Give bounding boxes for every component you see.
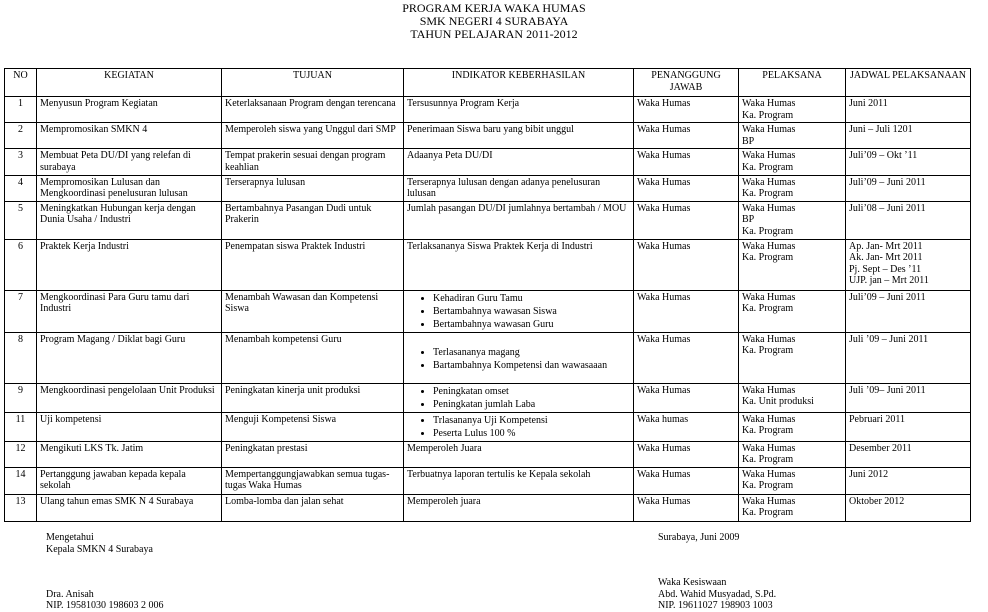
principal-title: Kepala SMKN 4 Surabaya — [46, 544, 153, 555]
col-tujuan: TUJUAN — [222, 69, 404, 97]
cell-pelaksana — [739, 412, 846, 441]
cell-jadwal — [846, 149, 971, 175]
pelaksana-line: Ka. Program — [742, 425, 794, 437]
pelaksana-line: Ka. Program — [742, 480, 794, 492]
cell-jadwal — [846, 239, 971, 290]
cell-tujuan: Menambah Wawasan dan Kompetensi Siswa — [222, 290, 404, 332]
pelaksana-line: Waka Humas — [742, 291, 796, 303]
cell-no: 4 — [5, 175, 37, 201]
indicator-list — [407, 292, 630, 331]
indicator-list — [407, 385, 630, 411]
academic-year: TAHUN PELAJARAN 2011-2012 — [410, 27, 578, 41]
jadwal-line: Ak. Jan- Mrt 2011 — [849, 252, 923, 264]
cell-pelaksana — [739, 175, 846, 201]
pelaksana-line: Ka. Program — [742, 188, 794, 200]
cell-pelaksana — [739, 332, 846, 383]
cell-no: 8 — [5, 332, 37, 383]
principal-name: Dra. Anisah — [46, 589, 94, 600]
cell-jadwal — [846, 97, 971, 123]
cell-penanggung-jawab: Waka Humas — [634, 239, 739, 290]
pelaksana-line: Waka Humas — [742, 384, 796, 396]
table-row — [5, 149, 971, 175]
cell-kegiatan: Mempromosikan SMKN 4 — [37, 123, 222, 149]
pelaksana-line: Waka Humas — [742, 98, 796, 109]
cell-penanggung-jawab: Waka humas — [634, 412, 739, 441]
cell-indikator — [404, 290, 634, 332]
indicator-item: • Bertambahnya wawasan Siswa — [433, 305, 630, 318]
pelaksana-line: Waka Humas — [742, 442, 796, 454]
cell-kegiatan: Menyusun Program Kegiatan — [37, 97, 222, 123]
cell-jadwal — [846, 175, 971, 201]
pelaksana-line: Waka Humas — [742, 124, 796, 136]
jadwal-line: UJP. jan – Mrt 2011 — [849, 275, 929, 287]
cell-jadwal — [846, 383, 971, 412]
indicator-item: • Peserta Lulus 100 % — [433, 427, 630, 440]
cell-kegiatan: Program Magang / Diklat bagi Guru — [37, 332, 222, 383]
table-row — [5, 412, 971, 441]
jadwal-line: Juli ’09 – Juni 2011 — [849, 333, 929, 345]
pelaksana-line: Ka. Program — [742, 252, 794, 264]
cell-pelaksana — [739, 239, 846, 290]
jadwal-line: Pj. Sept – Des ’11 — [849, 263, 922, 275]
document-title: PROGRAM KERJA WAKA HUMAS — [402, 1, 586, 15]
col-kegiatan: KEGIATAN — [37, 69, 222, 97]
indicator-item: • Terlasananya magang — [433, 346, 630, 359]
pelaksana-line: Ka. Program — [742, 454, 794, 466]
cell-indikator: Adaanya Peta DU/DI — [404, 149, 634, 175]
jadwal-line: Juli’09 – Juni 2011 — [849, 291, 926, 303]
table-row — [5, 494, 971, 521]
pelaksana-line: Ka. Program — [742, 225, 794, 237]
cell-jadwal — [846, 494, 971, 521]
cell-tujuan: Peningkatan kinerja unit produksi — [222, 383, 404, 412]
jadwal-line: Juli’08 – Juni 2011 — [849, 202, 926, 214]
cell-kegiatan: Ulang tahun emas SMK N 4 Surabaya — [37, 494, 222, 521]
table-row — [5, 239, 971, 290]
col-indikator: INDIKATOR KEBERHASILAN — [404, 69, 634, 97]
indicator-item: • Bertambahnya wawasan Guru — [433, 318, 630, 331]
cell-tujuan: Terserapnya lulusan — [222, 175, 404, 201]
cell-indikator: Terbuatnya laporan tertulis ke Kepala sekolah — [404, 467, 634, 494]
pelaksana-line: BP — [742, 214, 755, 226]
cell-tujuan: Menguji Kompetensi Siswa — [222, 412, 404, 441]
cell-indikator: Tersusunnya Program Kerja — [404, 97, 634, 123]
cell-kegiatan: Mengkoordinasi pengelolaan Unit Produksi — [37, 383, 222, 412]
jadwal-line: Juli’09 – Juni 2011 — [849, 176, 926, 188]
pelaksana-line: Ka. Program — [742, 345, 794, 357]
cell-kegiatan: Pertanggung jawaban kepada kepala sekolah — [37, 467, 222, 494]
cell-penanggung-jawab: Waka Humas — [634, 332, 739, 383]
jadwal-line: Pebruari 2011 — [849, 413, 906, 425]
cell-penanggung-jawab: Waka Humas — [634, 149, 739, 175]
indicator-item: • Kehadiran Guru Tamu — [433, 292, 630, 305]
table-row — [5, 123, 971, 149]
jadwal-line: Juni 2012 — [849, 468, 889, 480]
cell-kegiatan: Meningkatkan Hubungan kerja dengan Dunia Usaha / Industri — [37, 201, 222, 239]
cell-indikator: Memperoleh Juara — [404, 441, 634, 467]
work-program-table — [4, 68, 971, 522]
cell-indikator — [404, 332, 634, 383]
cell-penanggung-jawab: Waka Humas — [634, 383, 739, 412]
cell-indikator: Jumlah pasangan DU/DI jumlahnya bertambah / MOU — [404, 201, 634, 239]
pelaksana-line: BP — [742, 135, 755, 147]
table-row — [5, 441, 971, 467]
cell-penanggung-jawab: Waka Humas — [634, 201, 739, 239]
pelaksana-line: Waka Humas — [742, 333, 796, 345]
indicator-list — [407, 346, 630, 372]
cell-tujuan: Bertambahnya Pasangan Dudi untuk Prakerin — [222, 201, 404, 239]
cell-tujuan: Menambah kompetensi Guru — [222, 332, 404, 383]
cell-jadwal — [846, 123, 971, 149]
table-row — [5, 290, 971, 332]
table-row — [5, 332, 971, 383]
jadwal-line: Juni – Juli 1201 — [849, 124, 913, 136]
pelaksana-line: Ka. Program — [742, 109, 794, 121]
cell-pelaksana — [739, 441, 846, 467]
signer-title: Waka Kesiswaan — [658, 577, 727, 588]
cell-tujuan: Tempat prakerin sesuai dengan program keahlian — [222, 149, 404, 175]
pelaksana-line: Waka Humas — [742, 413, 796, 425]
cell-no: 11 — [5, 412, 37, 441]
cell-penanggung-jawab: Waka Humas — [634, 494, 739, 521]
cell-tujuan: Lomba-lomba dan jalan sehat — [222, 494, 404, 521]
cell-no: 5 — [5, 201, 37, 239]
indicator-item: • Peningkatan omset — [433, 385, 630, 398]
pelaksana-line: Ka. Program — [742, 303, 794, 315]
cell-pelaksana — [739, 494, 846, 521]
cell-pelaksana — [739, 467, 846, 494]
indicator-item: • Bartambahnya Kompetensi dan wawasaaan — [433, 359, 630, 372]
school-name: SMK NEGERI 4 SURABAYA — [419, 14, 569, 28]
cell-indikator: Terserapnya lulusan dengan adanya penelusuran lulusan — [404, 175, 634, 201]
cell-jadwal — [846, 412, 971, 441]
cell-tujuan: Mempertanggungjawabkan semua tugas-tugas Waka Humas — [222, 467, 404, 494]
cell-no: 14 — [5, 467, 37, 494]
signer-nip: NIP. 19611027 198903 1003 — [658, 600, 773, 611]
cell-jadwal — [846, 290, 971, 332]
table-row — [5, 467, 971, 494]
cell-no: 13 — [5, 494, 37, 521]
pelaksana-line: Waka Humas — [742, 468, 796, 480]
cell-kegiatan: Mempromosikan Lulusan dan Mengkoordinasi penelusuran lulusan — [37, 175, 222, 201]
acknowledged-label: Mengetahui — [46, 532, 94, 543]
table-row — [5, 97, 971, 123]
cell-penanggung-jawab: Waka Humas — [634, 97, 739, 123]
cell-jadwal — [846, 201, 971, 239]
cell-kegiatan: Uji kompetensi — [37, 412, 222, 441]
cell-jadwal — [846, 467, 971, 494]
signer-name: Abd. Wahid Musyadad, S.Pd. — [658, 589, 777, 600]
cell-tujuan: Peningkatan prestasi — [222, 441, 404, 467]
table-header-row — [5, 69, 971, 97]
cell-no: 2 — [5, 123, 37, 149]
pelaksana-line: Ka. Program — [742, 507, 794, 519]
cell-penanggung-jawab: Waka Humas — [634, 441, 739, 467]
pelaksana-line: Ka. Program — [742, 161, 794, 173]
pelaksana-line: Waka Humas — [742, 495, 796, 507]
pelaksana-line: Waka Humas — [742, 240, 796, 252]
cell-pelaksana — [739, 149, 846, 175]
principal-nip: NIP. 19581030 198603 2 006 — [46, 600, 164, 611]
cell-indikator: Memperoleh juara — [404, 494, 634, 521]
cell-penanggung-jawab: Waka Humas — [634, 175, 739, 201]
table-row — [5, 383, 971, 412]
pelaksana-line: Waka Humas — [742, 202, 796, 214]
cell-penanggung-jawab: Waka Humas — [634, 123, 739, 149]
cell-jadwal — [846, 441, 971, 467]
cell-kegiatan: Praktek Kerja Industri — [37, 239, 222, 290]
cell-no: 12 — [5, 441, 37, 467]
pelaksana-line: Ka. Unit produksi — [742, 396, 814, 408]
cell-penanggung-jawab: Waka Humas — [634, 290, 739, 332]
col-no: NO — [5, 69, 37, 97]
jadwal-line: Oktober 2012 — [849, 495, 905, 507]
cell-tujuan: Penempatan siswa Praktek Industri — [222, 239, 404, 290]
cell-indikator — [404, 412, 634, 441]
pelaksana-line: Waka Humas — [742, 176, 796, 188]
jadwal-line: Juli ’09– Juni 2011 — [849, 384, 926, 396]
pelaksana-line: Waka Humas — [742, 150, 796, 162]
cell-no: 3 — [5, 149, 37, 175]
cell-no: 6 — [5, 239, 37, 290]
cell-pelaksana — [739, 123, 846, 149]
cell-pelaksana — [739, 383, 846, 412]
col-penanggung-jawab: PENANGGUNG JAWAB — [634, 69, 739, 97]
cell-pelaksana — [739, 97, 846, 123]
jadwal-line: Desember 2011 — [849, 442, 912, 454]
cell-tujuan: Keterlaksanaan Program dengan terencana — [222, 97, 404, 123]
sign-date: Surabaya, Juni 2009 — [658, 532, 740, 543]
indicator-list — [407, 414, 630, 440]
indicator-item: • Trlasananya Uji Kompetensi — [433, 414, 630, 427]
jadwal-line: Ap. Jan- Mrt 2011 — [849, 240, 923, 252]
cell-no: 7 — [5, 290, 37, 332]
col-jadwal: JADWAL PELAKSANAAN — [846, 69, 971, 97]
cell-kegiatan: Mengikuti LKS Tk. Jatim — [37, 441, 222, 467]
cell-indikator — [404, 383, 634, 412]
cell-jadwal — [846, 332, 971, 383]
cell-indikator: Terlaksananya Siswa Praktek Kerja di Industri — [404, 239, 634, 290]
col-pelaksana: PELAKSANA — [739, 69, 846, 97]
cell-pelaksana — [739, 201, 846, 239]
cell-kegiatan: Mengkoordinasi Para Guru tamu dari Industri — [37, 290, 222, 332]
cell-tujuan: Memperoleh siswa yang Unggul dari SMP — [222, 123, 404, 149]
indicator-item: • Peningkatan jumlah Laba — [433, 398, 630, 411]
cell-kegiatan: Membuat Peta DU/DI yang relefan di surabaya — [37, 149, 222, 175]
jadwal-line: Juni 2011 — [849, 98, 888, 109]
cell-no: 9 — [5, 383, 37, 412]
cell-no: 1 — [5, 97, 37, 123]
table-row — [5, 201, 971, 239]
table-row — [5, 175, 971, 201]
jadwal-line: Juli’09 – Okt ’11 — [849, 150, 918, 162]
cell-indikator: Penerimaan Siswa baru yang bibit unggul — [404, 123, 634, 149]
cell-penanggung-jawab: Waka Humas — [634, 467, 739, 494]
cell-pelaksana — [739, 290, 846, 332]
